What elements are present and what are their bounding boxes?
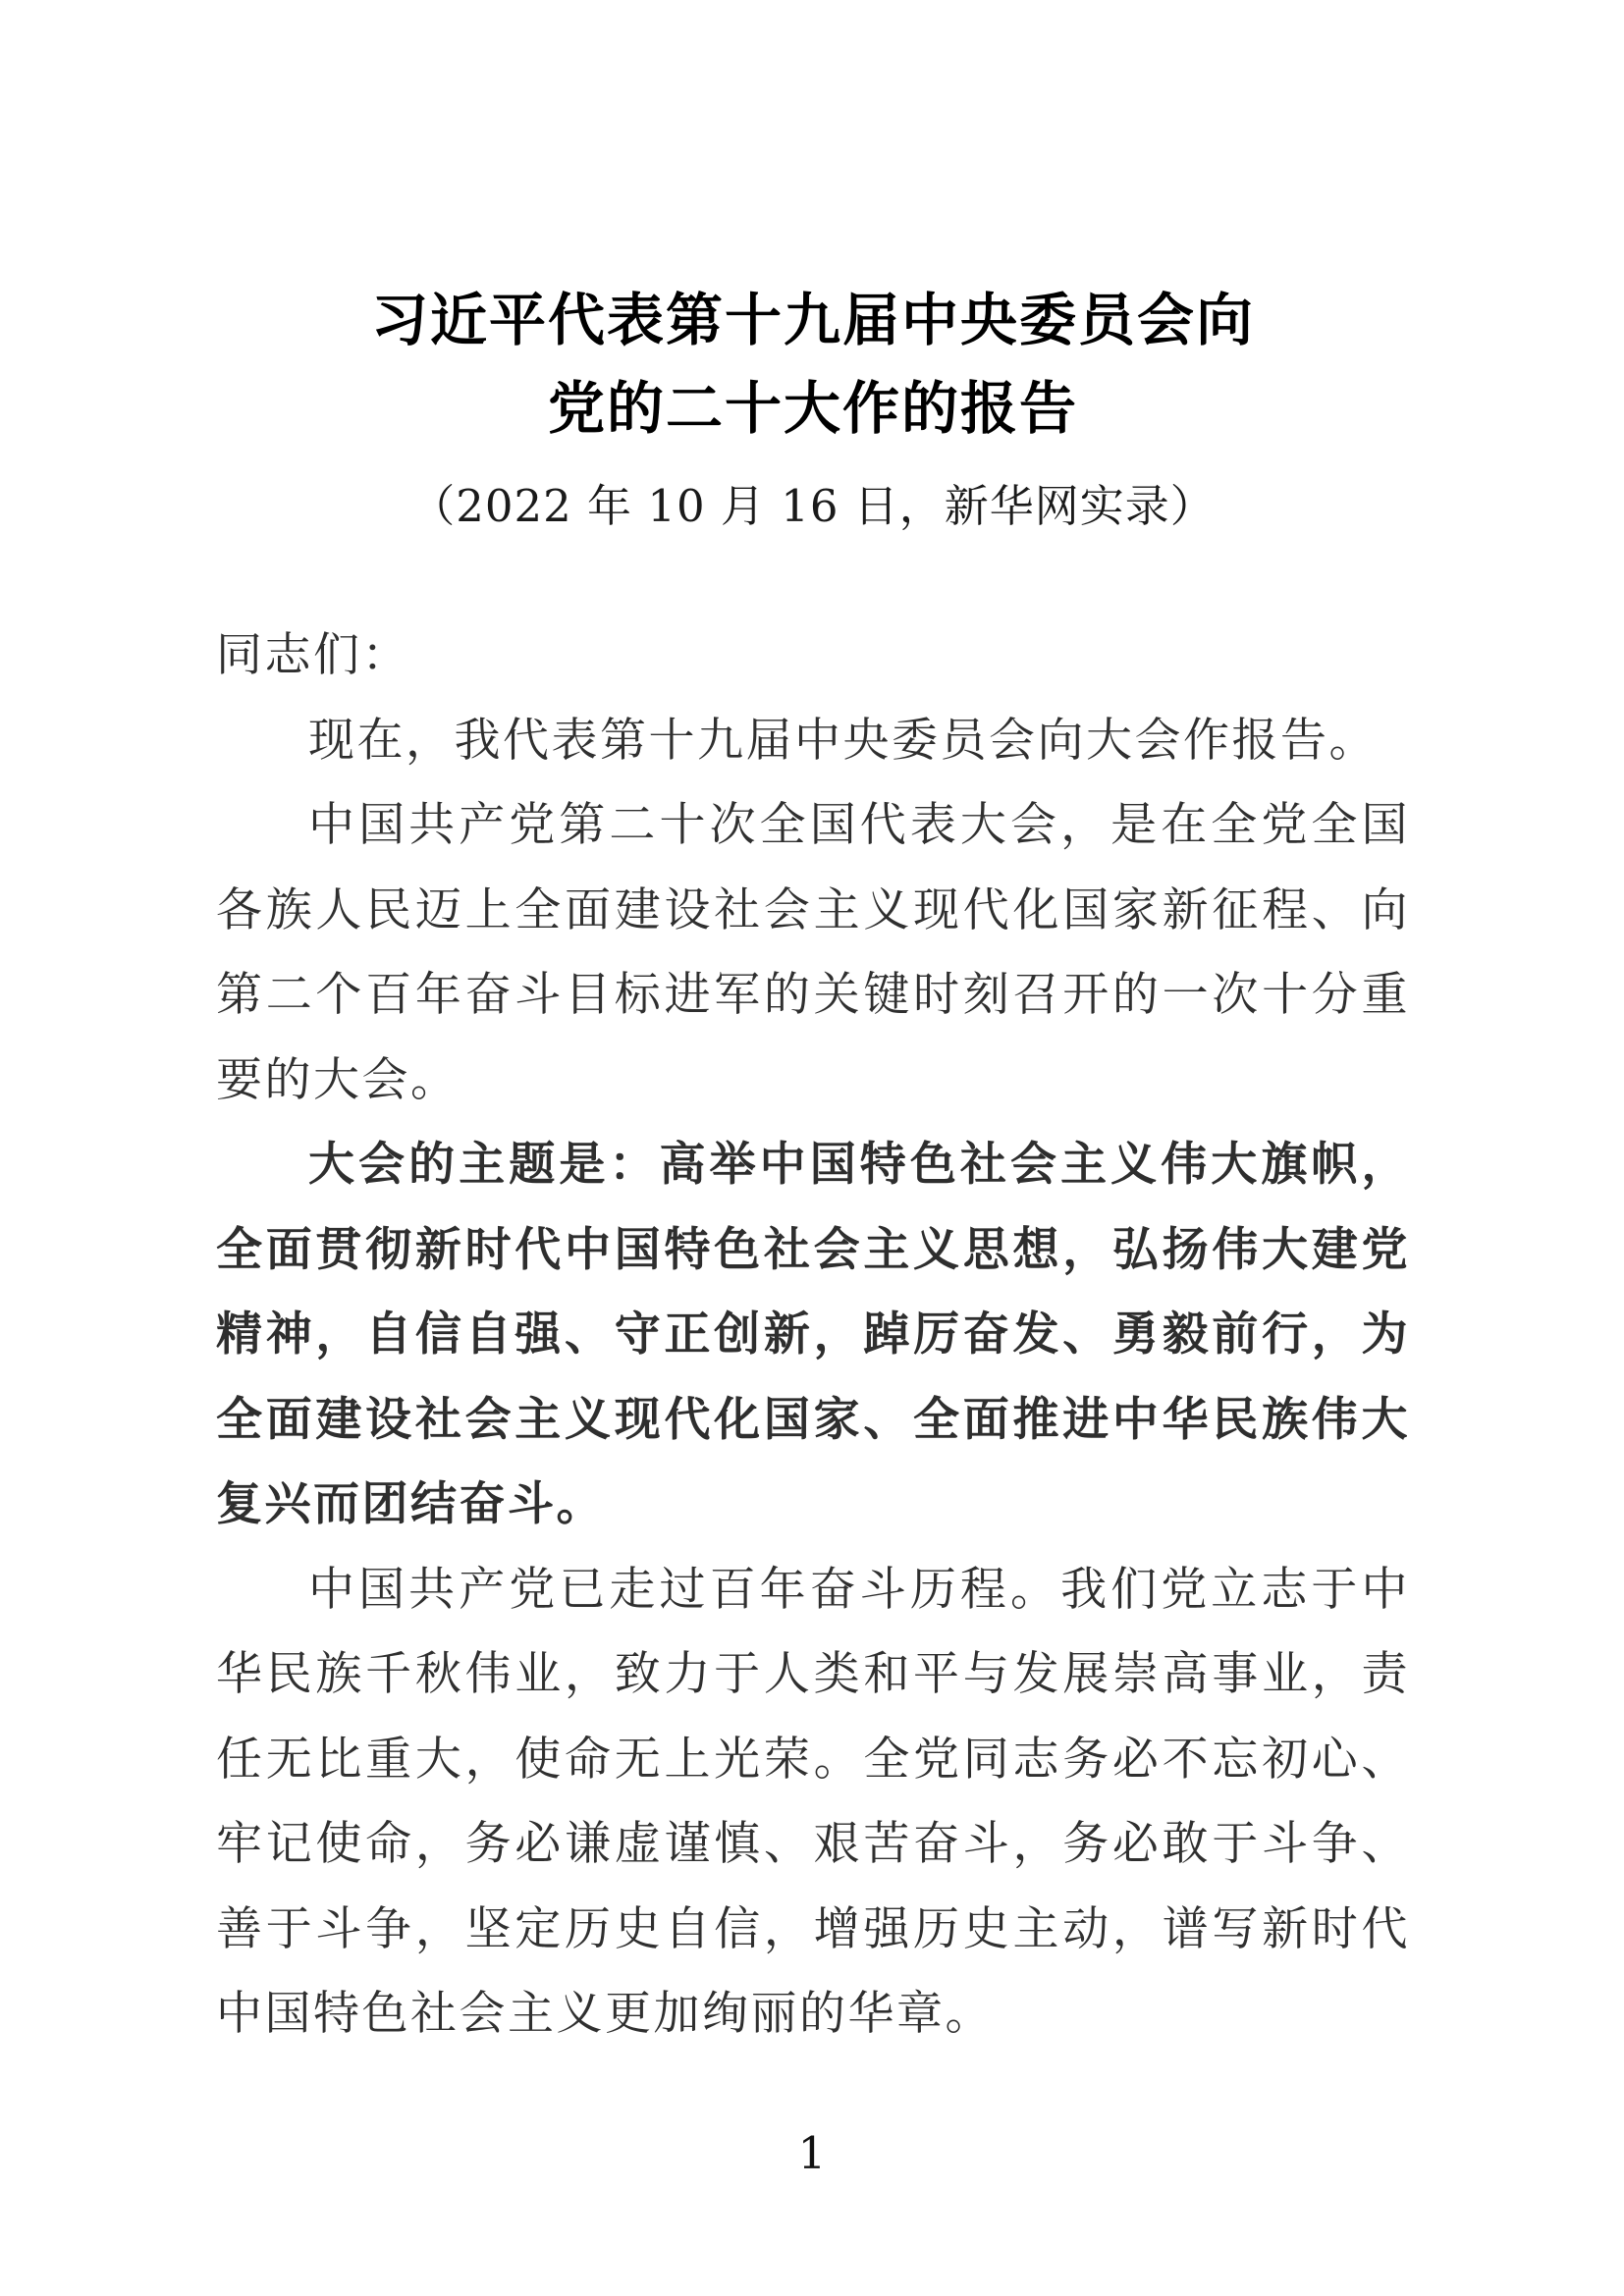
document-content	[216, 276, 1410, 2057]
paragraph-opening: 现在，我代表第十九届中央委员会向大会作报告。	[308, 713, 1378, 768]
page-number: 1	[797, 2127, 827, 2179]
paragraph-salutation: 同志们：	[216, 628, 410, 682]
paragraph-party-history: 中国共产党已走过百年奋斗历程。我们党立志于中华民族千秋伟业，致力于人类和平与发展崇高事业，责任无比重大，使命无上光荣。全党同志务必不忘初心、牢记使命，务必谦虚谨慎、艰苦奋斗，务必敢于斗争、善于斗争，坚定历史自信，增强历史主动，谱写新时代中国特色社会主义更加绚丽的华章。	[216, 1562, 1410, 2041]
document-title	[216, 276, 1410, 453]
title-line-1: 习近平代表第十九届中央委员会向	[370, 287, 1255, 353]
document-body	[216, 614, 1410, 2057]
paragraph-congress-theme: 大会的主题是：高举中国特色社会主义伟大旗帜，全面贯彻新时代中国特色社会主义思想，弘扬伟大建党精神，自信自强、守正创新，踔厉奋发、勇毅前行，为全面建设社会主义现代化国家、全面推进中华民族伟大复兴而团结奋斗。	[216, 1138, 1410, 1531]
document-subtitle: （2022 年 10 月 16 日，新华网实录）	[410, 480, 1216, 532]
title-line-2: 党的二十大作的报告	[547, 375, 1078, 442]
paragraph-congress-intro: 中国共产党第二十次全国代表大会，是在全党全国各族人民迈上全面建设社会主义现代化国家新征程、向第二个百年奋斗目标进军的关键时刻召开的一次十分重要的大会。	[216, 798, 1410, 1107]
